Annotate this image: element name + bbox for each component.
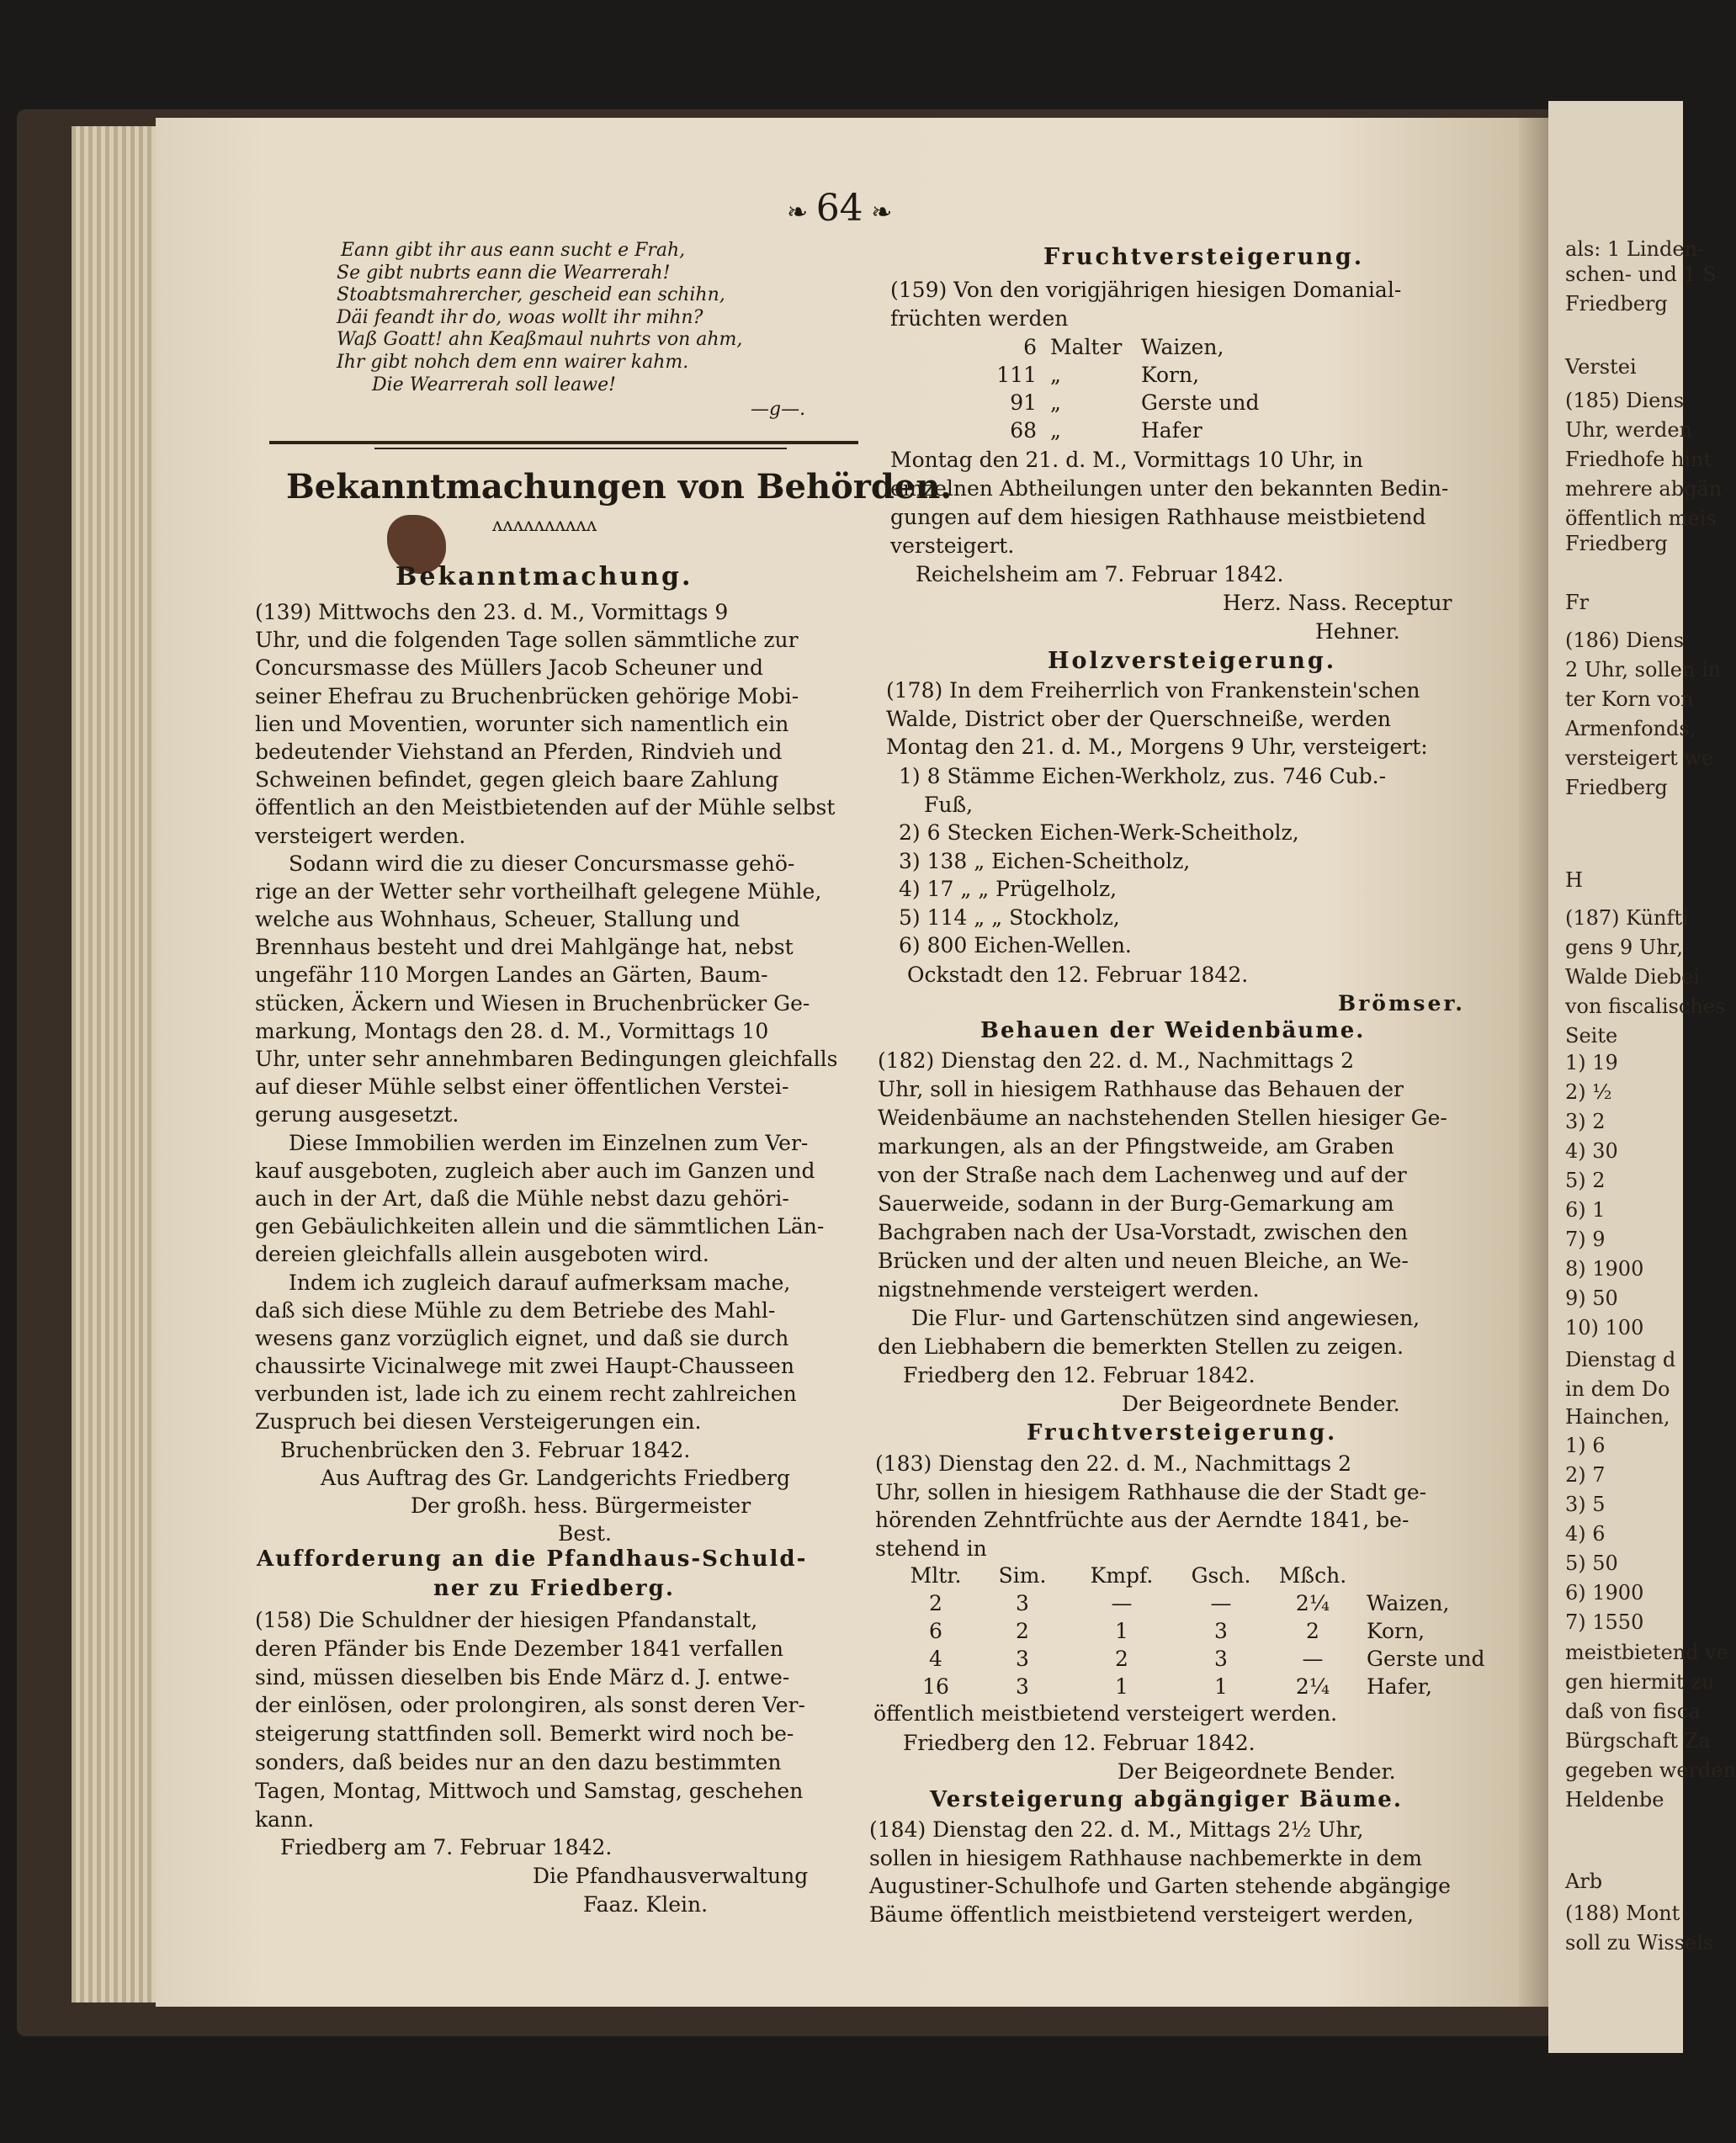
notice-line: dereien gleichfalls allein ausgeboten wird.	[255, 1242, 709, 1267]
next-page-line: daß von fisca	[1565, 1700, 1701, 1723]
notice-line: ungefähr 110 Morgen Landes an Gärten, Baum-	[255, 963, 768, 988]
next-page-line: Walde Diebei	[1565, 965, 1701, 989]
title-ornament: ʌʌʌʌʌʌʌʌʌʌ	[492, 515, 597, 536]
next-page-line: 7) 9	[1565, 1228, 1606, 1251]
table-cell: —	[1111, 1591, 1133, 1615]
next-page-fragment	[1548, 101, 1736, 2053]
heading-182: Behauen der Weidenbäume.	[980, 1018, 1366, 1043]
table-cell: —	[1210, 1591, 1232, 1615]
notice-line: Sauerweide, sodann in der Burg-Gemarkung am	[878, 1191, 1394, 1216]
fruit-name: Waizen,	[1141, 335, 1224, 359]
next-page-line: 4) 6	[1565, 1522, 1606, 1546]
table-row	[899, 1617, 1485, 1645]
notice-line: Weidenbäume an nachstehenden Stellen hiesiger Ge-	[878, 1106, 1447, 1130]
fruit-name: Hafer	[1141, 418, 1202, 443]
poem-line: Stoabtsmahrercher, gescheid ean schihn,	[337, 284, 725, 306]
poem-line: Däi feandt ihr do, woas wollt ihr mihn?	[337, 306, 703, 328]
notice-line: sollen in hiesigem Rathhause nachbemerkte in dem	[869, 1845, 1422, 1870]
next-page-line: Fr	[1565, 591, 1590, 614]
heading-183: Fruchtversteigerung.	[1027, 1420, 1338, 1445]
fruit-qty: 111	[996, 363, 1037, 387]
notice-line: auf dieser Mühle selbst einer öffentlichen Verstei-	[255, 1074, 789, 1100]
notice-line: bedeutender Viehstand an Pferden, Rindvieh und	[255, 739, 783, 764]
notice-line: Die Pfandhausverwaltung	[533, 1864, 809, 1889]
notice-line: öffentlich an den Meistbietenden auf der Mühle selbst	[255, 795, 836, 820]
notice-line: Friedberg am 7. Februar 1842.	[280, 1835, 613, 1860]
section-divider-thin	[374, 448, 787, 449]
notice-178	[886, 676, 1485, 761]
section-title: Bekanntmachungen von Behörden.	[286, 467, 953, 507]
fruit-qty: 6	[1023, 335, 1037, 359]
fruit-unit: „	[1050, 418, 1061, 443]
section-divider	[269, 441, 858, 444]
table-cell: 16	[922, 1674, 949, 1699]
table-header-cell: Gsch.	[1191, 1563, 1251, 1588]
fruit-unit: „	[1050, 390, 1061, 415]
notice-line: Der Beigeordnete Bender.	[1118, 1759, 1396, 1784]
next-page-line: Seite	[1565, 1024, 1618, 1048]
notice-line: Faaz. Klein.	[583, 1891, 709, 1917]
fruit-name: Korn,	[1141, 363, 1200, 387]
next-page-line: Friedberg	[1565, 776, 1668, 799]
notice-line: kann.	[255, 1806, 315, 1832]
notice-line: (182) Dienstag den 22. d. M., Nachmittags 2	[878, 1048, 1354, 1073]
next-page-line: ter Korn von	[1565, 687, 1694, 711]
notice-line: von der Straße nach dem Lachenweg und auf der	[878, 1163, 1407, 1187]
notice-line: Tagen, Montag, Mittwoch und Samstag, geschehen	[255, 1778, 804, 1803]
wood-item: 1) 8 Stämme Eichen-Werkholz, zus. 746 Cub.-	[899, 764, 1387, 788]
notice-line: stücken, Äckern und Wiesen in Bruchenbrücker Ge-	[255, 990, 810, 1016]
notice-line: Montag den 21. d. M., Morgens 9 Uhr, versteigert:	[886, 735, 1428, 759]
next-page-line: Verstei	[1565, 355, 1637, 379]
fruit-item	[985, 361, 1260, 389]
notice-line: deren Pfänder bis Ende Dezember 1841 verfallen	[255, 1636, 783, 1661]
fruit-qty: 91	[1010, 390, 1037, 415]
table-header-cell: Mßch.	[1278, 1563, 1347, 1588]
notice-184	[869, 1816, 1468, 1928]
notice-line: versteigert werden.	[255, 823, 466, 848]
ornament-left-icon: ❧	[787, 198, 816, 227]
poem-line: Ihr gibt nohch dem enn wairer kahm.	[337, 351, 689, 373]
notice-line: (184) Dienstag den 22. d. M., Mittags 2½ Uhr,	[869, 1817, 1364, 1842]
next-page-line: Armenfonds,	[1565, 717, 1696, 740]
notice-line: Uhr, unter sehr annehmbaren Bedingungen gleichfalls	[255, 1047, 838, 1071]
notice-line: daß sich diese Mühle zu dem Betriebe des Mahl-	[255, 1297, 776, 1323]
next-page-line: Friedberg	[1565, 532, 1668, 555]
notice-line: Uhr, sollen in hiesigem Rathhause die der Stadt ge-	[875, 1479, 1427, 1504]
notice-line: Schweinen befindet, gegen gleich baare Zahlung	[255, 767, 779, 793]
next-page-line: 5) 2	[1565, 1169, 1606, 1192]
wood-item: 4) 17 „ „ Prügelholz,	[899, 877, 1118, 901]
notice-line: den Liebhabern die bemerkten Stellen zu zeigen.	[878, 1334, 1404, 1359]
notice-line: einzelnen Abtheilungen unter den bekannten Bedin-	[890, 476, 1449, 501]
next-page-line: 2) 7	[1565, 1463, 1606, 1487]
fruit-name: Gerste und	[1141, 390, 1260, 415]
next-page-line: Arb	[1565, 1870, 1603, 1893]
table-row	[899, 1645, 1485, 1673]
heading-158-line2: ner zu Friedberg.	[433, 1576, 675, 1601]
notice-line: Concursmasse des Müllers Jacob Scheuner und	[255, 655, 764, 681]
table-cell: 2	[929, 1591, 942, 1615]
next-page-line: 2) ½	[1565, 1080, 1612, 1104]
notice-line: Hehner.	[1315, 619, 1400, 644]
notice-line: Reichelsheim am 7. Februar 1842.	[916, 562, 1284, 586]
notice-line: Augustiner-Schulhofe und Garten stehende abgängige	[869, 1874, 1451, 1898]
table-cell: 1	[1115, 1674, 1128, 1699]
next-page-line: (187) Künfti	[1565, 906, 1689, 930]
next-page-line: Uhr, werden	[1565, 418, 1693, 442]
notice-line: Der großh. hess. Bürgermeister	[411, 1493, 751, 1518]
next-page-line: öffentlich meis	[1565, 507, 1717, 530]
notice-159-intro1: (159) Von den vorigjährigen hiesigen Domanial-	[890, 278, 1402, 302]
poem-signature: —g—.	[751, 399, 806, 420]
poem-line: Die Wearrerah soll leawe!	[372, 374, 616, 395]
notice-159-intro2: früchten werden	[890, 306, 1069, 331]
notice-line: wesens ganz vorzüglich eignet, und daß sie durch	[255, 1325, 789, 1350]
page-header	[787, 187, 892, 230]
next-page-line: (185) Diens	[1565, 389, 1685, 412]
notice-line: gerung ausgesetzt.	[255, 1102, 459, 1127]
heading-178: Holzversteigerung.	[1048, 648, 1337, 674]
next-page-line: 5) 50	[1565, 1552, 1618, 1575]
table-row	[899, 1673, 1485, 1700]
notice-line: nigstnehmende versteigert werden.	[878, 1277, 1260, 1302]
notice-line: sind, müssen dieselben bis Ende März d. J. entwe-	[255, 1664, 790, 1689]
notice-line: der einlösen, oder prolongiren, als sonst deren Ver-	[255, 1693, 805, 1718]
table-cell: 6	[929, 1619, 942, 1643]
poem-line: Waß Goatt! ahn Keaßmaul nuhrts von ahm,	[337, 329, 743, 351]
notice-line: Sodann wird die zu dieser Concursmasse gehö-	[289, 851, 795, 876]
poem	[337, 240, 742, 396]
next-page-line: 9) 50	[1565, 1286, 1618, 1310]
notice-line: lien und Moventien, worunter sich namentlich ein	[255, 711, 789, 736]
next-page-line: 4) 30	[1565, 1139, 1618, 1163]
notice-line: (183) Dienstag den 22. d. M., Nachmittags 2	[875, 1451, 1351, 1476]
wood-item: Fuß,	[924, 792, 974, 817]
poem-line: Se gibt nubrts eann die Wearrerah!	[337, 262, 671, 284]
notice-line: Best.	[558, 1521, 612, 1546]
next-page-line: 8) 1900	[1565, 1257, 1644, 1281]
notice-line: Uhr, und die folgenden Tage sollen sämmtliche zur	[255, 628, 799, 653]
next-page-line: Dienstag d	[1565, 1348, 1676, 1371]
next-page-line: Friedberg	[1565, 292, 1668, 316]
notice-line: Indem ich zugleich darauf aufmerksam mache,	[289, 1270, 791, 1295]
table-header	[899, 1562, 1485, 1589]
table-header-cell: Kmpf.	[1090, 1563, 1154, 1588]
table-cell: 2	[1306, 1619, 1319, 1643]
notice-line: kauf ausgeboten, zugleich aber auch im Ganzen und	[255, 1158, 815, 1183]
next-page-line: von fiscalisches	[1565, 995, 1726, 1018]
table-cell: 3	[1016, 1674, 1029, 1699]
notice-line: verbunden ist, lade ich zu einem recht zahlreichen	[255, 1382, 797, 1407]
notice-line: gen Gebäulichkeiten allein und die sämmtlichen Län-	[255, 1214, 825, 1239]
notice-line: hörenden Zehntfrüchte aus der Aerndte 1841, be-	[875, 1508, 1410, 1532]
next-page-line: gens 9 Uhr,	[1565, 936, 1684, 959]
notice-159-body	[890, 446, 1488, 646]
fruit-qty: 68	[1010, 418, 1037, 443]
next-page-line: Hainchen,	[1565, 1405, 1670, 1429]
next-page-line: als: 1 Linden-	[1565, 237, 1705, 261]
table-cell: 1	[1115, 1619, 1128, 1643]
next-page-line: gen hiermit zu	[1565, 1670, 1715, 1694]
next-page-line: Bürgschaft Za	[1565, 1729, 1711, 1753]
table-cell: 3	[1016, 1647, 1029, 1671]
wood-item: 2) 6 Stecken Eichen-Werk-Scheitholz,	[899, 820, 1299, 845]
notice-line: auch in der Art, daß die Mühle nebst dazu gehöri-	[255, 1186, 789, 1211]
notice-line: Die Flur- und Gartenschützen sind angewiesen,	[911, 1306, 1420, 1330]
wood-item: 5) 114 „ „ Stockholz,	[899, 904, 1120, 930]
fruit-item	[985, 333, 1260, 361]
heading-184: Versteigerung abgängiger Bäume.	[930, 1787, 1403, 1812]
notice-line: seiner Ehefrau zu Bruchenbrücken gehörige Mobi-	[255, 683, 799, 708]
notice-178-items	[899, 762, 1386, 960]
next-page-line: (188) Mont	[1565, 1902, 1680, 1925]
next-page-line: soll zu Wissels	[1565, 1931, 1714, 1955]
notice-line: (139) Mittwochs den 23. d. M., Vormittags 9	[255, 600, 729, 624]
next-page-line: gegeben werden	[1565, 1758, 1736, 1782]
notice-line: Zuspruch bei diesen Versteigerungen ein.	[255, 1409, 702, 1435]
table-header-cell: Mltr.	[910, 1563, 962, 1588]
notice-line: (158) Die Schuldner der hiesigen Pfandanstalt,	[255, 1608, 758, 1632]
notice-line: Friedberg den 12. Februar 1842.	[903, 1730, 1256, 1755]
next-page-line: (186) Diens	[1565, 629, 1685, 652]
notice-line: öffentlich meistbietend versteigert werden.	[873, 1701, 1338, 1726]
next-page-line: 1) 6	[1565, 1434, 1606, 1457]
next-page-line: in dem Do	[1565, 1377, 1670, 1401]
next-page-line: 6) 1900	[1565, 1581, 1644, 1605]
fruit-unit: „	[1050, 363, 1061, 387]
notice-line: versteigert.	[890, 533, 1015, 558]
notice-178-sign: Brömser.	[1338, 991, 1465, 1016]
wood-item: 3) 138 „ Eichen-Scheitholz,	[899, 848, 1191, 873]
notice-line: markung, Montags den 28. d. M., Vormittags 10	[255, 1018, 769, 1043]
next-page-line: 3) 2	[1565, 1110, 1606, 1133]
table-item: Hafer,	[1367, 1674, 1432, 1699]
notice-183-table	[899, 1562, 1485, 1700]
next-page-line: 2 Uhr, sollen in	[1565, 658, 1722, 682]
ornament-right-icon: ❧	[863, 198, 893, 227]
notice-line: (178) In dem Freiherrlich von Frankenstein'schen	[886, 678, 1420, 703]
table-item: Waizen,	[1367, 1591, 1450, 1615]
notice-line: Bruchenbrücken den 3. Februar 1842.	[280, 1437, 691, 1462]
fruit-item	[985, 389, 1260, 416]
next-page-line: H	[1565, 868, 1583, 892]
next-page-line: 10) 100	[1565, 1316, 1644, 1339]
notice-line: sonders, daß beides nur an den dazu bestimmten	[255, 1749, 782, 1774]
table-row	[899, 1589, 1485, 1617]
fruit-item	[985, 416, 1260, 444]
next-page-line: Friedhofe hint	[1565, 448, 1712, 471]
notice-182	[878, 1047, 1479, 1419]
table-cell: 4	[929, 1647, 942, 1671]
notice-line: welche aus Wohnhaus, Scheuer, Stallung und	[255, 907, 741, 932]
next-page-line: Heldenbe	[1565, 1788, 1664, 1811]
notice-line: Der Beigeordnete Bender.	[1122, 1392, 1400, 1416]
notice-159-items	[985, 333, 1260, 444]
next-page-line: 1) 19	[1565, 1051, 1618, 1074]
heading-139: Bekanntmachung.	[396, 562, 693, 591]
table-header-cell: Sim.	[998, 1563, 1047, 1588]
wood-item: 6) 800 Eichen-Wellen.	[899, 933, 1132, 957]
notice-178-place: Ockstadt den 12. Februar 1842.	[907, 963, 1249, 987]
table-cell: 1	[1214, 1674, 1228, 1699]
notice-line: markungen, als an der Pfingstweide, am Graben	[878, 1134, 1394, 1159]
table-cell: —	[1302, 1647, 1324, 1671]
heading-159: Fruchtversteigerung.	[1043, 244, 1365, 270]
next-page-line: mehrere abgän	[1565, 477, 1723, 501]
table-cell: 3	[1214, 1647, 1228, 1671]
notice-line: Bäume öffentlich meistbietend versteigert werden,	[869, 1902, 1414, 1927]
heading-158-line1: Aufforderung an die Pfandhaus-Schuld-	[257, 1546, 808, 1572]
notice-line: chaussirte Vicinalwege mit zwei Haupt-Chausseen	[255, 1354, 794, 1379]
next-page-line: 7) 1550	[1565, 1610, 1644, 1634]
next-page-line: 3) 5	[1565, 1493, 1606, 1516]
notice-183	[875, 1450, 1474, 1562]
table-cell: 2	[1016, 1619, 1029, 1643]
table-cell: 2¼	[1295, 1674, 1330, 1699]
notice-line: stehend in	[875, 1536, 987, 1561]
notice-line: steigerung stattfinden soll. Bemerkt wird noch be-	[255, 1721, 794, 1747]
notice-line: Herz. Nass. Receptur	[1223, 591, 1452, 615]
table-cell: 2¼	[1295, 1591, 1330, 1615]
notice-line: Diese Immobilien werden im Einzelnen zum Ver-	[289, 1130, 809, 1155]
notice-158	[255, 1606, 851, 1919]
notice-183-after	[873, 1700, 1473, 1787]
next-page-line: meistbietend ve	[1565, 1641, 1728, 1664]
next-page-line: 6) 1	[1565, 1198, 1606, 1222]
notice-line: Uhr, soll in hiesigem Rathhause das Behauen der	[878, 1077, 1404, 1101]
notice-line: rige an der Wetter sehr vortheilhaft gelegene Mühle,	[255, 878, 822, 904]
notice-line: Brücken und der alten und neuen Bleiche, an We-	[878, 1249, 1409, 1273]
notice-line: Montag den 21. d. M., Vormittags 10 Uhr, in	[890, 448, 1363, 472]
table-item: Gerste und	[1367, 1647, 1485, 1671]
notice-line: Walde, District ober der Querschneiße, werden	[886, 706, 1392, 731]
fruit-unit: Malter	[1050, 335, 1123, 359]
notice-line: Aus Auftrag des Gr. Landgerichts Friedberg	[321, 1465, 790, 1490]
table-cell: 3	[1214, 1619, 1228, 1643]
notice-line: Bachgraben nach der Usa-Vorstadt, zwischen den	[878, 1220, 1408, 1244]
page-edges	[72, 126, 160, 2002]
notice-line: gungen auf dem hiesigen Rathhause meistbietend	[890, 505, 1426, 529]
next-page-line: versteigert we	[1565, 746, 1714, 770]
notice-139	[255, 598, 851, 1547]
poem-line: Eann gibt ihr aus eann sucht e Frah,	[341, 240, 686, 261]
page-number: 64	[815, 187, 863, 230]
notice-line: Friedberg den 12. Februar 1842.	[903, 1363, 1256, 1387]
table-cell: 3	[1016, 1591, 1029, 1615]
table-item: Korn,	[1367, 1619, 1425, 1643]
notice-line: Brennhaus besteht und drei Mahlgänge hat, nebst	[255, 935, 794, 960]
table-cell: 2	[1115, 1647, 1128, 1671]
next-page-line: schen- und 1 S	[1565, 263, 1717, 286]
